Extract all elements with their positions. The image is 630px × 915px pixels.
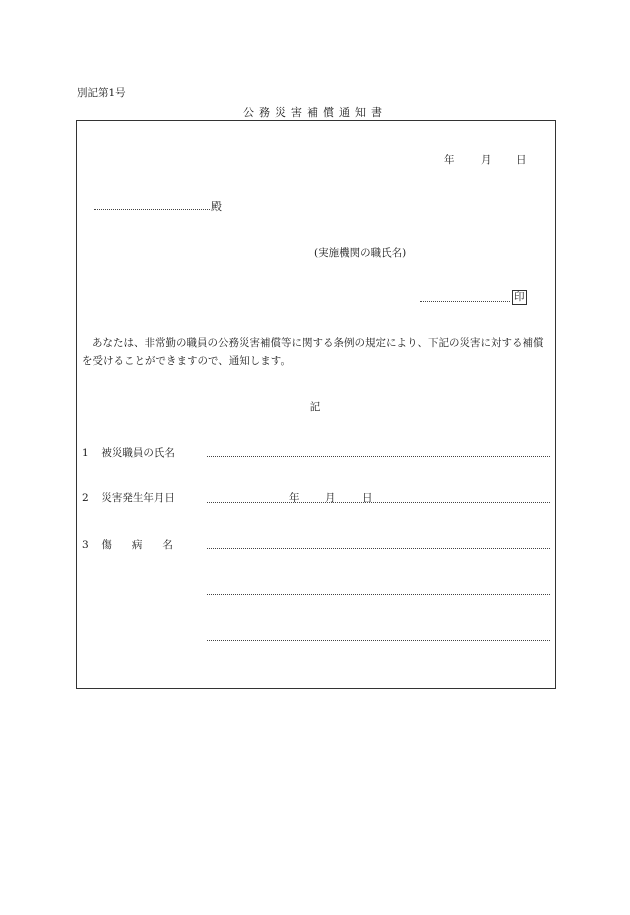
item-number: 3 — [82, 539, 89, 551]
injury-name-field-2[interactable] — [207, 594, 550, 595]
item-number: 1 — [82, 447, 89, 459]
incident-date-day: 日 — [362, 492, 373, 504]
incident-date-field[interactable] — [207, 502, 550, 503]
item-label-text: 被災職員の氏名 — [101, 447, 175, 459]
item-label-text: 傷病名 — [101, 539, 193, 551]
issuer-label: (実施機関の職氏名) — [314, 247, 407, 259]
injury-name-field-1[interactable] — [207, 548, 550, 549]
addressee-name-line[interactable] — [94, 209, 210, 210]
issuer-name-line[interactable] — [420, 301, 510, 302]
item-injury-name-label — [82, 537, 193, 552]
item-incident-date-label — [82, 490, 175, 505]
record-heading: 記 — [309, 401, 321, 413]
incident-date-year: 年 — [289, 492, 300, 504]
incident-date-month: 月 — [325, 492, 336, 504]
item-victim-name-label — [82, 445, 175, 460]
notice-body: あなたは、非常勤の職員の公務災害補償等に関する条例の規定により、下記の災害に対する補償を受けることができますので、通知します。 — [82, 337, 544, 367]
seal-mark: 印 — [514, 291, 525, 303]
date-month: 月 — [481, 154, 492, 166]
item-label-text: 災害発生年月日 — [101, 492, 175, 504]
victim-name-field[interactable] — [207, 456, 550, 457]
addressee-honorific: 殿 — [211, 200, 222, 213]
document-title: 公務災害補償通知書 — [243, 106, 387, 119]
date-year: 年 — [444, 154, 455, 166]
item-number: 2 — [82, 492, 89, 504]
injury-name-field-3[interactable] — [207, 640, 550, 641]
form-number: 別記第1号 — [77, 87, 126, 99]
date-day: 日 — [516, 154, 527, 166]
